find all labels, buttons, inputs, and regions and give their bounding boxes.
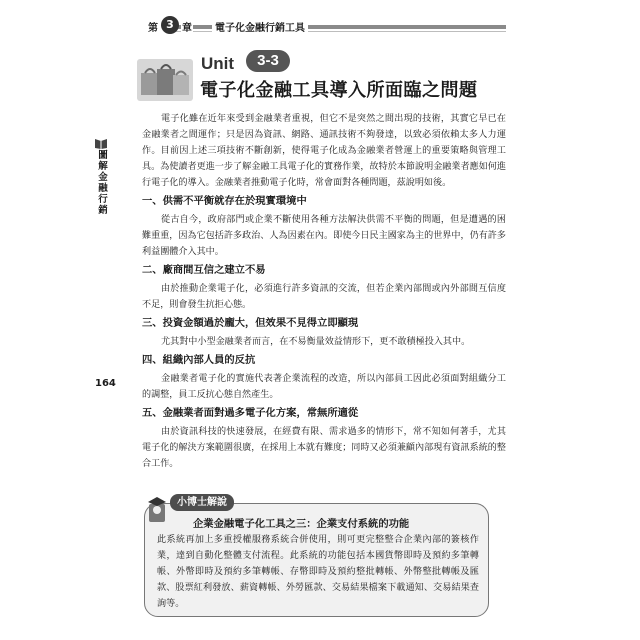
section-paragraph: 尤其對中小型金融業者而言，在不易衡量效益情形下，更不敢積極投入其中。 — [161, 337, 471, 347]
section-heading: 五、金融業者面對過多電子化方案，常無所適從 — [142, 407, 359, 419]
side-tab-label: 圖解金融行銷 — [98, 150, 108, 216]
chapter-suffix: 章 — [181, 19, 193, 34]
shopping-bags-icon — [137, 55, 193, 101]
page-number: 164 — [95, 378, 116, 389]
section-heading: 三、投資金額過於龐大，但效果不見得立即顯現 — [142, 317, 359, 329]
unit-title: 電子化金融工具導入所面臨之問題 — [200, 80, 478, 101]
unit-number-badge: 3-3 — [246, 50, 290, 72]
intro-paragraph: 電子化雖在近年來受到金融業者重視，但它不是突然之間出現的技術，其實它早已在金融業者之間運作；只是因為資訊、網路、通訊技術不夠發達，以致必須依賴太多人力運作。目前因上述三項技術不斷創新，使得電子化成為金融業者營運上的重要策略與管理工具。為使讀者更進一步了解金融工具電子化的實務作業，故特於本節說明金融業者應如何進行電子化的導入。金融業者推動電子化時，常會面對各種問題，茲說明如後。 — [142, 114, 506, 188]
unit-label: Unit — [201, 54, 235, 73]
section-paragraph: 由於資訊科技的快速發展，在經費有限、需求過多的情形下，常不知如何著手，尤其電子化的解決方案範圍很廣，在採用上本就有難度；同時又必須兼顧內部現有資訊系統的整合工作。 — [142, 427, 506, 469]
main-body — [142, 111, 506, 472]
chapter-header — [134, 19, 506, 33]
tip-paragraph: 此系統再加上多重授權服務系統合併使用，則可更完整整合企業內部的簽核作業，達到自動化整體支付流程。此系統的功能包括本國貨幣即時及預約多筆轉帳、外幣即時及預約多筆轉帳、存幣即時及預約整批轉帳、外幣整批轉帳及匯款、股票紅利發放、薪資轉帳、外勞匯款、交易結果檔案下載通知、交易結果查詢等。 — [157, 535, 479, 609]
section-heading: 二、廠商間互信之建立不易 — [142, 264, 266, 276]
tip-badge: 小博士解說 — [170, 494, 234, 511]
chapter-number: 3 — [161, 16, 179, 34]
section-paragraph: 從古自今，政府部門或企業不斷使用各種方法解決供需不平衡的問題，但是遭遇的困難重重，因為它包括許多政治、人為因素在內。即使今日民主國家為主的世界中，仍有許多利益團體介入其中。 — [142, 215, 506, 257]
section-paragraph: 由於推動企業電子化，必須進行許多資訊的交流，但若企業內部間或內外部間互信度不足，則會發生抗拒心態。 — [142, 284, 506, 310]
tip-heading: 企業金融電子化工具之三：企業支付系統的功能 — [193, 518, 410, 530]
section-heading: 一、供需不平衡就存在於現實環境中 — [142, 195, 307, 207]
section-heading: 四、組織內部人員的反抗 — [142, 354, 256, 366]
scholar-icon — [147, 496, 167, 522]
book-icon — [94, 137, 108, 149]
tip-body — [157, 532, 479, 612]
chapter-title: 電子化金融行銷工具 — [212, 19, 308, 34]
chapter-prefix: 第 — [147, 19, 159, 34]
section-paragraph: 金融業者電子化的實施代表著企業流程的改造，所以內部員工因此必須面對組織分工的調整，員工反抗心態自然產生。 — [142, 374, 506, 400]
